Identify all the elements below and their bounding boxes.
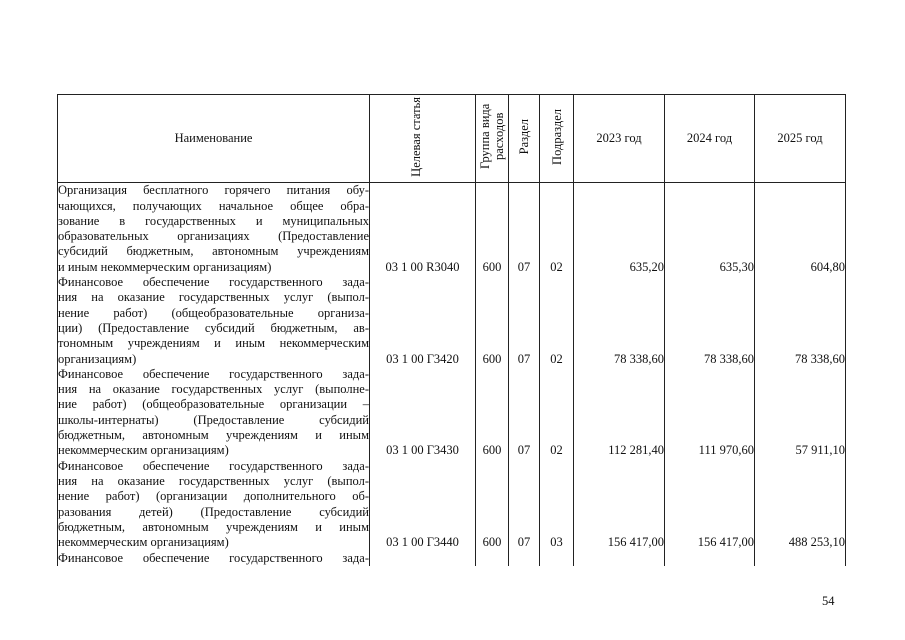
section-cell: 07 [509,275,540,367]
row-name-line: зование в государственных и муниципальных [58,213,369,228]
target-article-cell: 03 1 00 Г3420 [370,275,476,367]
table-body [58,183,846,567]
table-row [58,183,846,275]
amount-2025-cell: 78 338,60 [755,275,846,367]
empty-cell [540,550,574,566]
row-name-line: бюджетным, автономным учреждениям и иным [58,519,369,534]
empty-cell [509,550,540,566]
row-name-line: и иным некоммерческим организациям) [58,259,272,274]
table-row-partial [58,550,846,566]
row-name-line: образовательных организациях (Предоставление [58,229,369,244]
row-name-line: ние работ) (общеобразовательные организации – [58,397,369,412]
row-name-cell [58,550,370,566]
amount-2025-cell: 604,80 [755,183,846,275]
row-name-line: нение работ) (организации дополнительного об- [58,489,369,504]
row-name-line: ции) (Предоставление субсидий бюджетным, ав- [58,320,369,335]
table-row [58,459,846,551]
row-name-line: Финансовое обеспечение государственного зада- [58,458,369,473]
row-name-line: тономным учреждениям и иным некоммерческим [58,336,369,351]
expense-group-cell: 600 [476,367,509,459]
table-row [58,367,846,459]
row-name-line: бюджетным, автономным учреждениям и иным [58,428,369,443]
row-name-line: нение работ) (общеобразовательные организа- [58,305,369,320]
row-name-line: разования детей) (Предоставление субсидий [58,504,369,519]
amount-2024-cell: 111 970,60 [665,367,755,459]
row-name-line: ния на оказание государственных услуг (выпол- [58,290,369,305]
amount-2023-cell: 112 281,40 [574,367,665,459]
header-subsection: Подраздел [540,95,574,183]
row-name-line: Финансовое обеспечение государственного зада- [58,366,369,381]
target-article-cell: 03 1 00 Г3430 [370,367,476,459]
row-name-cell [58,275,370,367]
row-name-line: чающихся, получающих начальное общее обра- [58,198,369,213]
table-row [58,275,846,367]
header-row [58,95,846,183]
row-name-line: Финансовое обеспечение государственного зада- [58,275,369,290]
row-name-line: ния на оказание государственных услуг (выполне- [58,382,369,397]
row-name-line: Организация бесплатного горячего питания обу- [58,183,369,198]
row-name-cell [58,367,370,459]
empty-cell [755,550,846,566]
subsection-cell: 02 [540,367,574,459]
empty-cell [476,550,509,566]
expense-group-cell: 600 [476,183,509,275]
empty-cell [665,550,755,566]
row-name-cell [58,183,370,275]
row-name-line: организациям) [58,351,137,366]
amount-2024-cell: 156 417,00 [665,459,755,551]
section-cell: 07 [509,367,540,459]
budget-table [57,94,846,566]
header-section: Раздел [509,95,540,183]
expense-group-cell: 600 [476,275,509,367]
subsection-cell: 03 [540,459,574,551]
expense-group-cell: 600 [476,459,509,551]
page-number: 54 [822,594,835,608]
target-article-cell: 03 1 00 R3040 [370,183,476,275]
subsection-cell: 02 [540,183,574,275]
empty-cell [370,550,476,566]
amount-2024-cell: 78 338,60 [665,275,755,367]
row-name-line: Финансовое обеспечение государственного зада- [58,551,369,566]
header-expense-group: Группа вида расходов [476,95,509,183]
target-article-cell: 03 1 00 Г3440 [370,459,476,551]
row-name-line: субсидий бюджетным, автономным учреждениям [58,244,369,259]
section-cell: 07 [509,459,540,551]
row-name-cell [58,459,370,551]
amount-2025-cell: 488 253,10 [755,459,846,551]
header-name: Наименование [58,95,370,183]
amount-2023-cell: 78 338,60 [574,275,665,367]
amount-2023-cell: 635,20 [574,183,665,275]
subsection-cell: 02 [540,275,574,367]
amount-2025-cell: 57 911,10 [755,367,846,459]
header-2024: 2024 год [665,95,755,183]
row-name-line: ния на оказание государственных услуг (выпол- [58,473,369,488]
row-name-line: некоммерческим организациям) [58,443,229,458]
amount-2023-cell: 156 417,00 [574,459,665,551]
row-name-line: некоммерческим организациям) [58,535,229,550]
row-name-line: школы-интернаты) (Предоставление субсидий [58,412,369,427]
header-target-article: Целевая статья [370,95,476,183]
amount-2024-cell: 635,30 [665,183,755,275]
section-cell: 07 [509,183,540,275]
header-2025: 2025 год [755,95,846,183]
header-2023: 2023 год [574,95,665,183]
empty-cell [574,550,665,566]
